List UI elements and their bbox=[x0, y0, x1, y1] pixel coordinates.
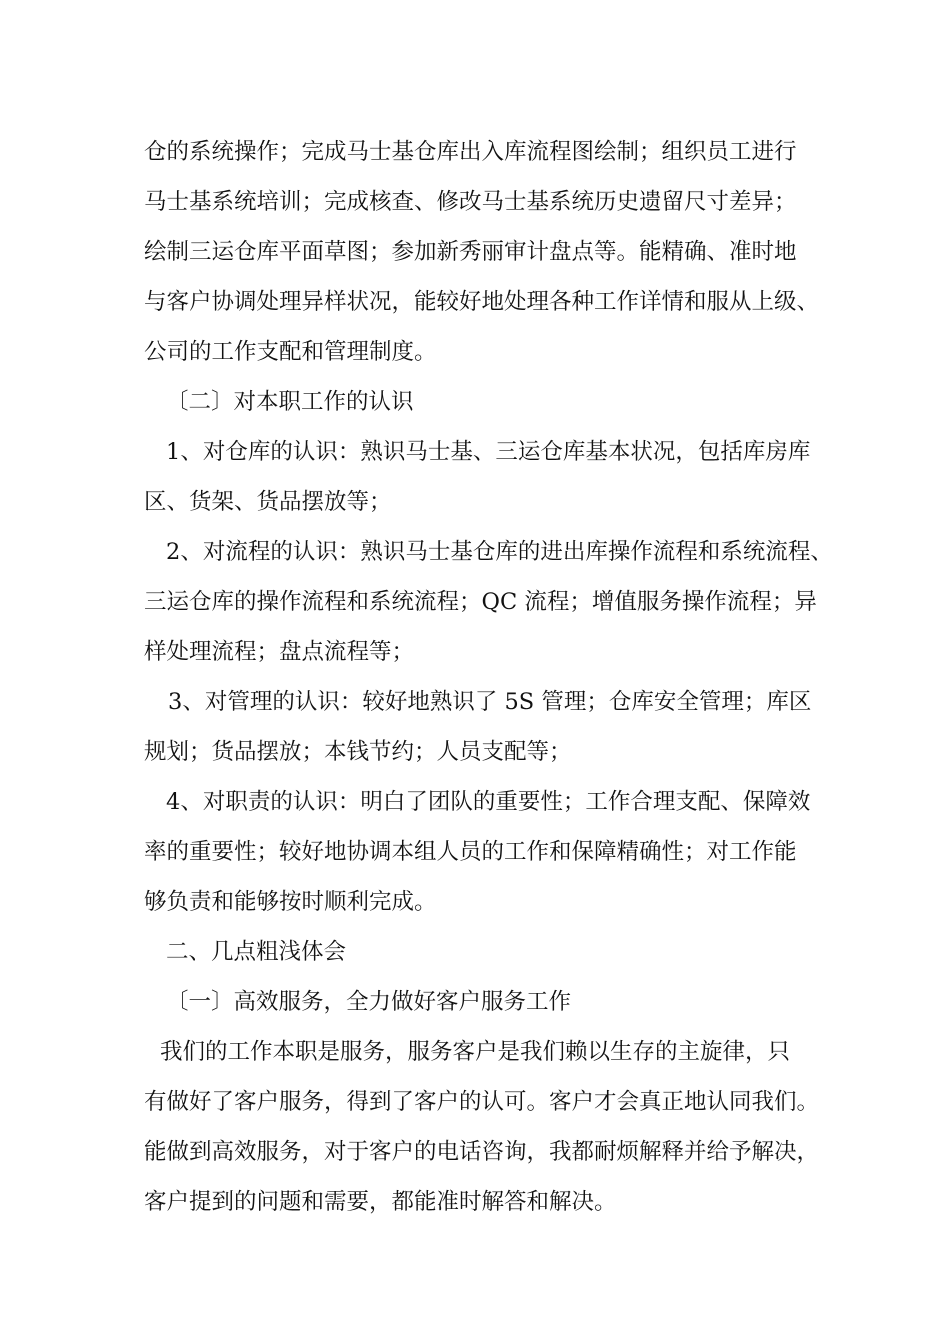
text-line: 区、货架、货品摆放等； bbox=[144, 489, 392, 515]
text-line: 马士基系统培训；完成核查、修改马士基系统历史遗留尺寸差异； bbox=[144, 189, 797, 215]
text-line: 有做好了客户服务，得到了客户的认可。客户才会真正地认同我们。 bbox=[144, 1089, 820, 1115]
text-line: 3、对管理的认识：较好地熟识了 5S 管理；仓库安全管理；库区 bbox=[168, 689, 812, 715]
text-line: 仓的系统操作；完成马士基仓库出入库流程图绘制；组织员工进行 bbox=[144, 139, 797, 165]
text-line: 规划；货品摆放；本钱节约；人员支配等； bbox=[144, 739, 572, 765]
text-line: 4、对职责的认识：明白了团队的重要性；工作合理支配、保障效 bbox=[166, 789, 811, 815]
section-heading: 〔一〕高效服务，全力做好客户服务工作 bbox=[166, 989, 572, 1015]
text-line: 1、对仓库的认识：熟识马士基、三运仓库基本状况，包括库房库 bbox=[166, 439, 811, 465]
text-line: 绘制三运仓库平面草图；参加新秀丽审计盘点等。能精确、准时地 bbox=[144, 239, 797, 265]
text-line: 公司的工作支配和管理制度。 bbox=[144, 339, 437, 365]
text-line: 能做到高效服务，对于客户的电话咨询，我都耐烦解释并给予解决， bbox=[144, 1139, 820, 1165]
text-line: 率的重要性；较好地协调本组人员的工作和保障精确性；对工作能 bbox=[144, 839, 797, 865]
text-line: 与客户协调处理异样状况，能较好地处理各种工作详情和服从上级、 bbox=[144, 289, 820, 315]
document-body bbox=[144, 132, 833, 1232]
text-line: 我们的工作本职是服务，服务客户是我们赖以生存的主旋律，只 bbox=[160, 1039, 791, 1065]
text-line: 三运仓库的操作流程和系统流程；QC 流程；增值服务操作流程；异 bbox=[144, 589, 817, 615]
section-heading: 二、几点粗浅体会 bbox=[166, 939, 347, 965]
section-heading: 〔二〕对本职工作的认识 bbox=[166, 389, 414, 415]
text-line: 够负责和能够按时顺利完成。 bbox=[144, 889, 437, 915]
text-line: 客户提到的问题和需要，都能准时解答和解决。 bbox=[144, 1189, 617, 1215]
text-line: 2、对流程的认识：熟识马士基仓库的进出库操作流程和系统流程、 bbox=[166, 539, 833, 565]
text-line: 样处理流程；盘点流程等； bbox=[144, 639, 415, 665]
